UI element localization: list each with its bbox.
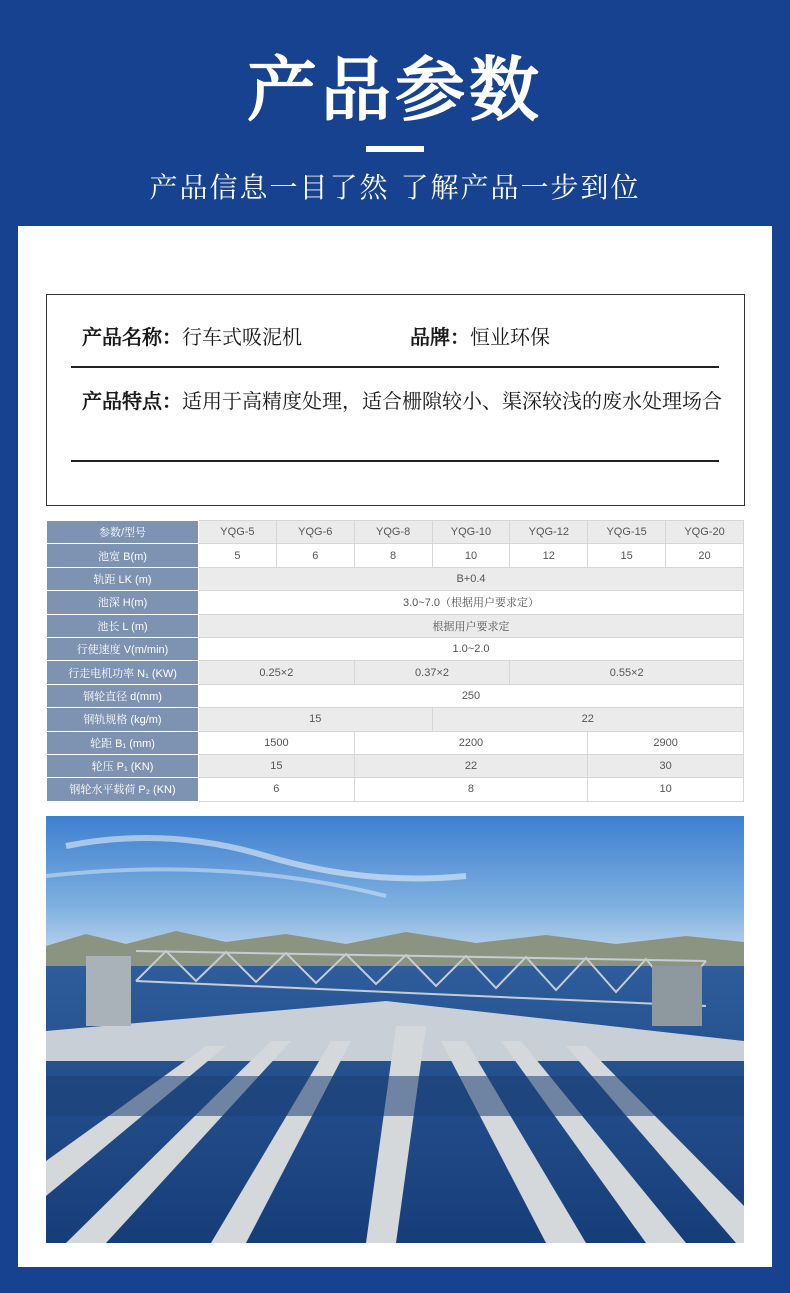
spec-value-cell: 3.0~7.0（根据用户要求定） bbox=[199, 591, 744, 614]
spec-model-cell: YQG-6 bbox=[276, 521, 354, 544]
title-divider bbox=[366, 146, 424, 152]
spec-value-cell: 2900 bbox=[588, 731, 744, 754]
spec-header-label: 参数/型号 bbox=[47, 521, 199, 544]
spec-row bbox=[47, 567, 744, 590]
content-panel bbox=[18, 226, 772, 1267]
spec-model-cell: YQG-5 bbox=[199, 521, 277, 544]
spec-row bbox=[47, 591, 744, 614]
spec-row bbox=[47, 708, 744, 731]
product-name-label: 产品名称： bbox=[82, 325, 182, 349]
spec-value-cell: 6 bbox=[276, 544, 354, 567]
spec-model-cell: YQG-10 bbox=[432, 521, 510, 544]
spec-model-cell: YQG-15 bbox=[588, 521, 666, 544]
feature-label: 产品特点： bbox=[82, 389, 182, 413]
spec-value-cell: 5 bbox=[199, 544, 277, 567]
spec-value-cell: 15 bbox=[199, 708, 433, 731]
spec-value-cell: 15 bbox=[199, 754, 355, 777]
plant-photo bbox=[46, 816, 744, 1243]
spec-value-cell: 30 bbox=[588, 754, 744, 777]
spec-value-cell: 0.55×2 bbox=[510, 661, 744, 684]
spec-row-label: 轮距 B₁ (mm) bbox=[47, 731, 199, 754]
spec-row-label: 钢轮水平载荷 P₂ (KN) bbox=[47, 778, 199, 801]
spec-value-cell: 8 bbox=[354, 778, 588, 801]
spec-row-label: 行走电机功率 N₁ (KW) bbox=[47, 661, 199, 684]
brand-label: 品牌： bbox=[410, 325, 470, 349]
spec-value-cell: B+0.4 bbox=[199, 567, 744, 590]
spec-value-cell: 15 bbox=[588, 544, 666, 567]
spec-row bbox=[47, 614, 744, 637]
product-name-row bbox=[82, 321, 722, 353]
spec-row-label: 池宽 B(m) bbox=[47, 544, 199, 567]
product-feature-row bbox=[82, 383, 722, 419]
spec-value-cell: 20 bbox=[666, 544, 744, 567]
spec-row-label: 池深 H(m) bbox=[47, 591, 199, 614]
spec-row bbox=[47, 661, 744, 684]
brand-group bbox=[410, 321, 550, 353]
spec-value-cell: 0.25×2 bbox=[199, 661, 355, 684]
spec-value-cell: 1.0~2.0 bbox=[199, 637, 744, 660]
spec-value-cell: 根据用户要求定 bbox=[199, 614, 744, 637]
page-title: 产品参数 bbox=[247, 49, 543, 131]
spec-row bbox=[47, 754, 744, 777]
product-info-box bbox=[46, 294, 745, 506]
spec-row-label: 行使速度 V(m/min) bbox=[47, 637, 199, 660]
spec-row bbox=[47, 731, 744, 754]
spec-value-cell: 10 bbox=[588, 778, 744, 801]
spec-row bbox=[47, 778, 744, 801]
spec-model-cell: YQG-20 bbox=[666, 521, 744, 544]
spec-value-cell: 250 bbox=[199, 684, 744, 707]
spec-row-label: 钢轮直径 d(mm) bbox=[47, 684, 199, 707]
product-name-value: 行车式吸泥机 bbox=[182, 325, 302, 349]
spec-table bbox=[46, 520, 744, 802]
spec-model-cell: YQG-8 bbox=[354, 521, 432, 544]
spec-value-cell: 2200 bbox=[354, 731, 588, 754]
spec-row bbox=[47, 684, 744, 707]
info-divider bbox=[71, 366, 719, 368]
spec-row-label: 轨距 LK (m) bbox=[47, 567, 199, 590]
spec-value-cell: 22 bbox=[432, 708, 743, 731]
spec-model-cell: YQG-12 bbox=[510, 521, 588, 544]
spec-value-cell: 6 bbox=[199, 778, 355, 801]
spec-value-cell: 22 bbox=[354, 754, 588, 777]
spec-value-cell: 0.37×2 bbox=[354, 661, 510, 684]
feature-value: 适用于高精度处理，适合栅隙较小、渠深较浅的废水处理场合 bbox=[182, 389, 722, 413]
spec-value-cell: 1500 bbox=[199, 731, 355, 754]
spec-value-cell: 12 bbox=[510, 544, 588, 567]
spec-value-cell: 8 bbox=[354, 544, 432, 567]
info-divider bbox=[71, 460, 719, 462]
brand-value: 恒业环保 bbox=[470, 325, 550, 349]
spec-row bbox=[47, 544, 744, 567]
page-subtitle: 产品信息一目了然 了解产品一步到位 bbox=[149, 171, 641, 204]
spec-row-label: 轮压 P₁ (KN) bbox=[47, 754, 199, 777]
spec-row bbox=[47, 637, 744, 660]
plant-photo-image bbox=[46, 816, 744, 1243]
spec-row-label: 钢轨规格 (kg/m) bbox=[47, 708, 199, 731]
spec-value-cell: 10 bbox=[432, 544, 510, 567]
spec-header-row bbox=[47, 521, 744, 544]
spec-row-label: 池长 L (m) bbox=[47, 614, 199, 637]
